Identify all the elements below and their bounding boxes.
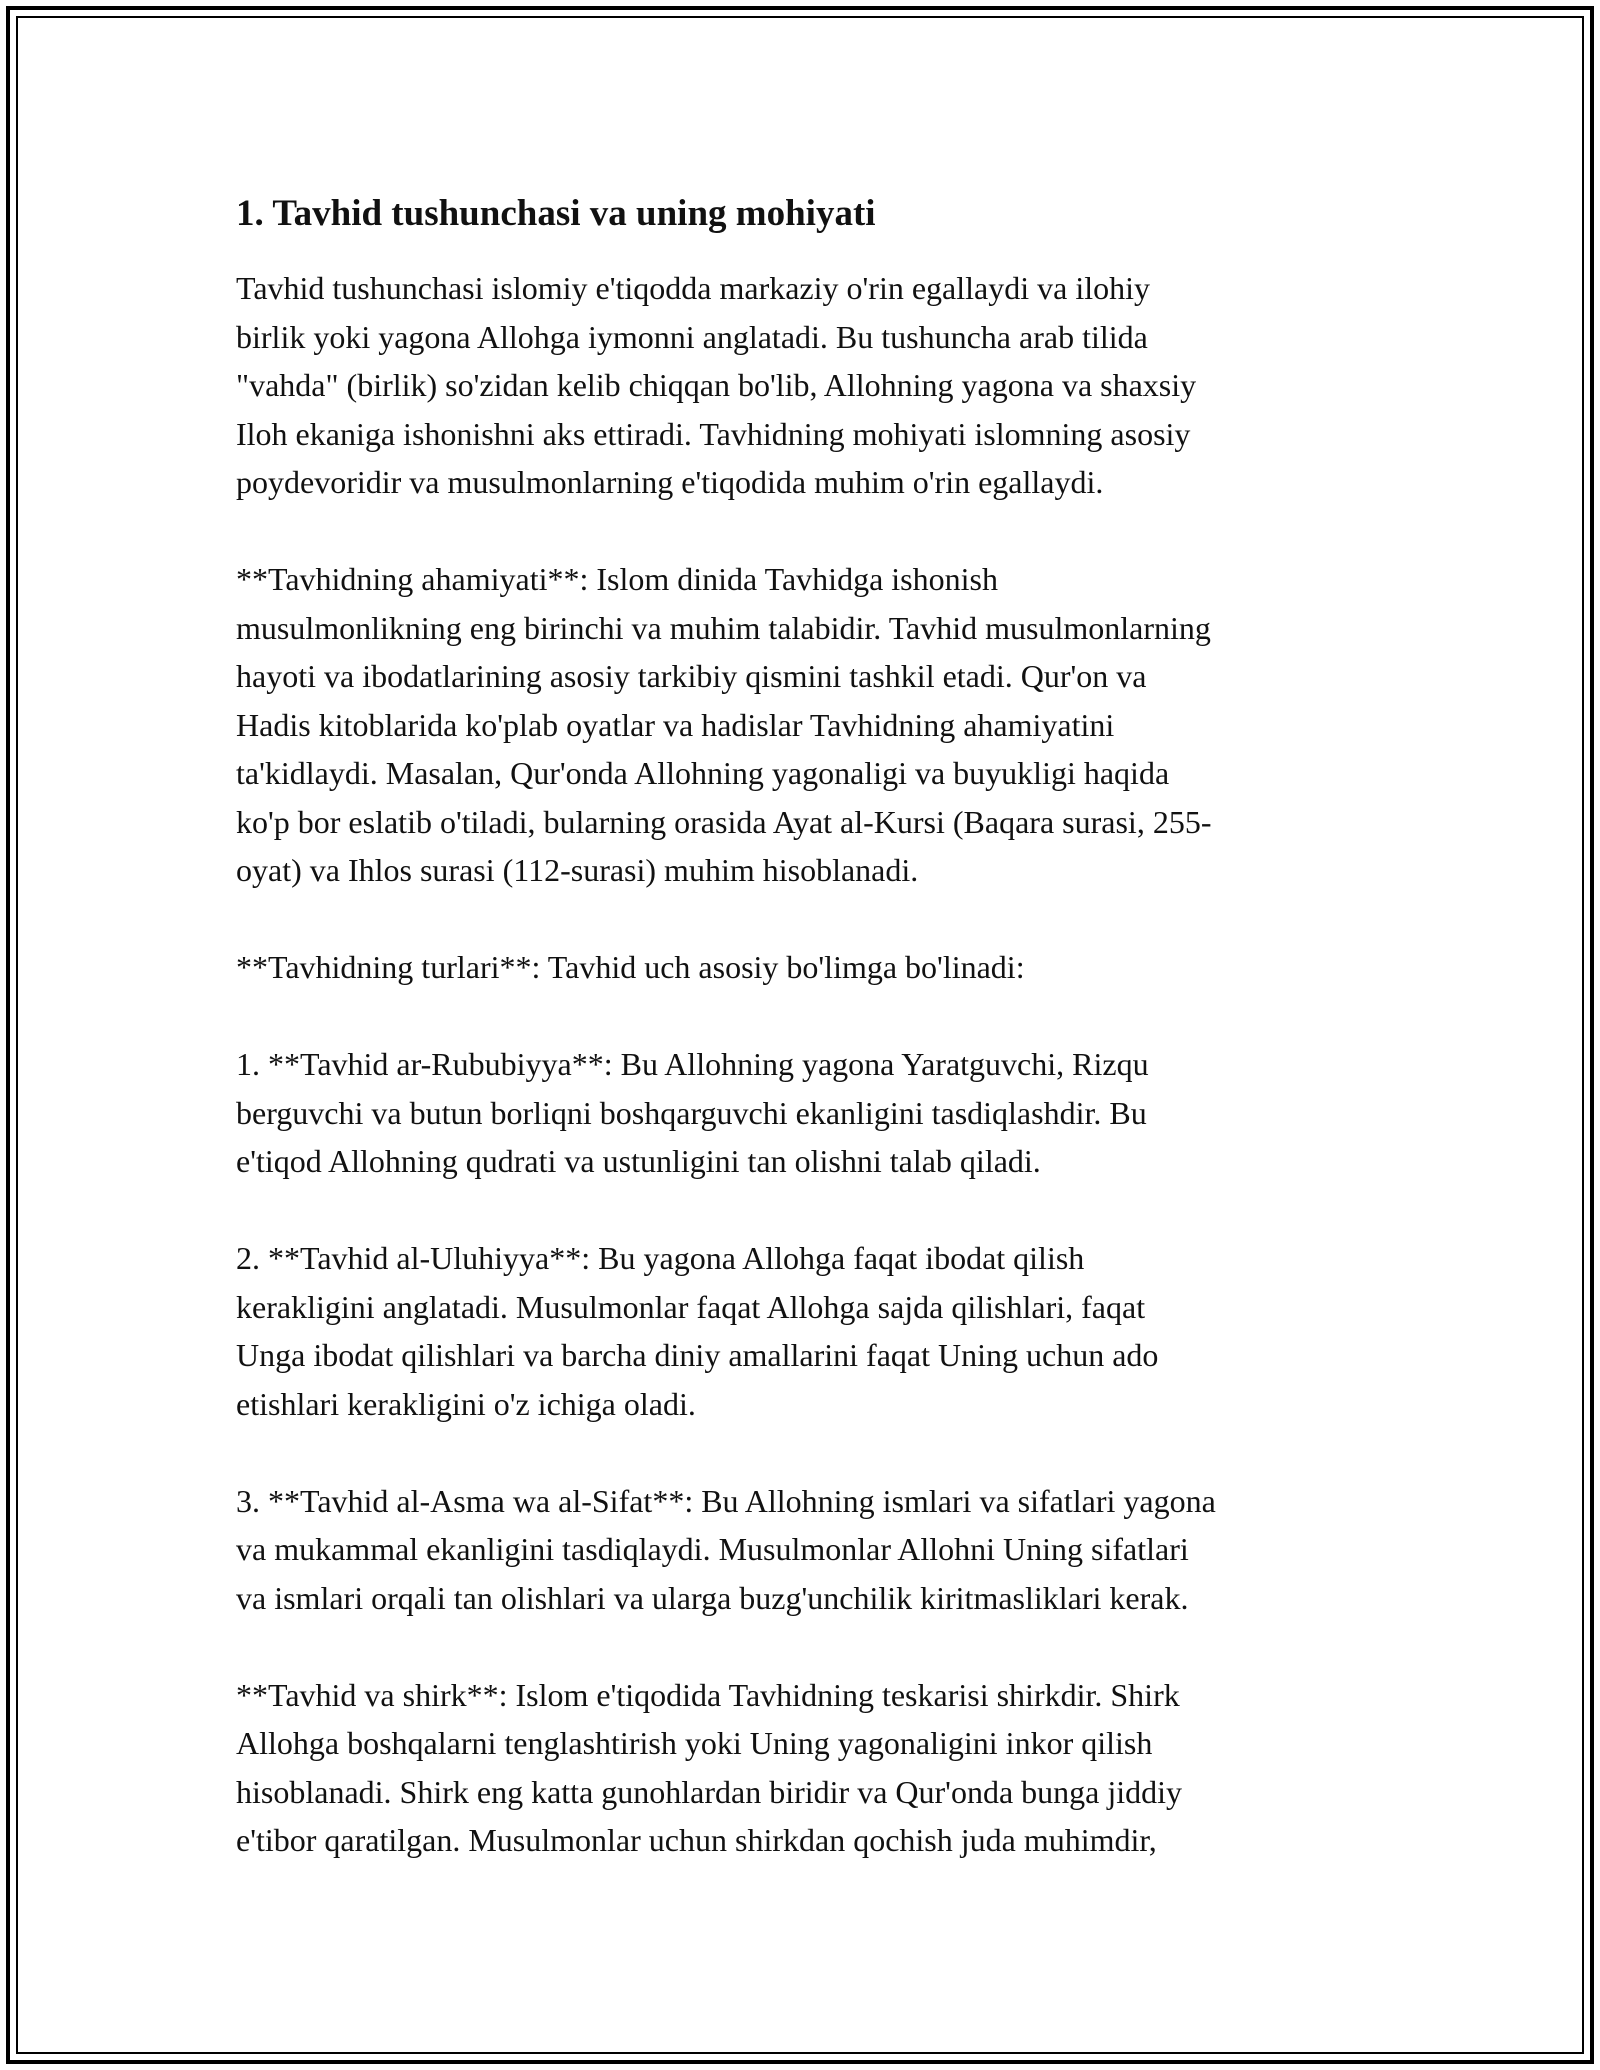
text-line: "vahda" (birlik) so'zidan kelib chiqqan bo'lib, Allohning yagona va shaxsiy — [236, 367, 1197, 403]
text-line: ta'kidlaydi. Masalan, Qur'onda Allohning yagonaligi va buyukligi haqida — [236, 755, 1170, 791]
text-line: Unga ibodat qilishlari va barcha diniy amallarini faqat Uning uchun ado — [236, 1337, 1159, 1373]
text-line: etishlari kerakligini o'z ichiga oladi. — [236, 1385, 696, 1422]
text-line: hayoti va ibodatlarining asosiy tarkibiy qismini tashkil etadi. Qur'on va — [236, 658, 1147, 694]
text-line: Hadis kitoblarida ko'plab oyatlar va hadislar Tavhidning ahamiyatini — [236, 706, 1115, 743]
document-body — [236, 188, 1366, 1913]
paragraph-intro — [236, 264, 1366, 507]
text-line: Iloh ekaniga ishonishni aks ettiradi. Tavhidning mohiyati islomning asosiy — [236, 415, 1191, 452]
text-line: musulmonlikning eng birinchi va muhim talabidir. Tavhid musulmonlarning — [236, 609, 1211, 646]
text-line: 3. **Tavhid al-Asma wa al-Sifat**: Bu Allohning ismlari va sifatlari yagona — [236, 1482, 1216, 1519]
text-line: poydevoridir va musulmonlarning e'tiqodida muhim o'rin egallaydi. — [236, 464, 1104, 500]
paragraph-types-intro — [236, 943, 1366, 992]
text-line: e'tiqod Allohning qudrati va ustunligini tan olishni talab qiladi. — [236, 1143, 1041, 1179]
text-line: hisoblanadi. Shirk eng katta gunohlardan biridir va Qur'onda bunga jiddiy — [236, 1773, 1183, 1810]
text-line: Tavhid tushunchasi islomiy e'tiqodda markaziy o'rin egallaydi va ilohiy — [236, 270, 1150, 306]
text-line: va ismlari orqali tan olishlari va ularga buzg'unchilik kiritmasliklari kerak. — [236, 1579, 1189, 1616]
text-line: kerakligini anglatadi. Musulmonlar faqat Allohga sajda qilishlari, faqat — [236, 1288, 1146, 1325]
list-item-asma-sifat — [236, 1477, 1366, 1623]
text-line: va mukammal ekanligini tasdiqlaydi. Musulmonlar Allohni Uning sifatlari — [236, 1531, 1189, 1567]
text-line: **Tavhidning ahamiyati**: Islom dinida Tavhidga ishonish — [236, 561, 998, 597]
text-line: 1. **Tavhid ar-Rububiyya**: Bu Allohning yagona Yaratguvchi, Rizqu — [236, 1046, 1149, 1082]
list-item-uluhiyya — [236, 1234, 1366, 1428]
section-heading: 1. Tavhid tushunchasi va uning mohiyati — [236, 193, 876, 234]
paragraph-importance — [236, 555, 1366, 895]
text-line: berguvchi va butun borliqni boshqarguvchi ekanligini tasdiqlashdir. Bu — [236, 1094, 1147, 1131]
text-line: 2. **Tavhid al-Uluhiyya**: Bu yagona Allohga faqat ibodat qilish — [236, 1240, 1085, 1276]
text-line: **Tavhidning turlari**: Tavhid uch asosiy bo'limga bo'linadi: — [236, 949, 1025, 985]
text-line: e'tibor qaratilgan. Musulmonlar uchun shirkdan qochish juda muhimdir, — [236, 1822, 1157, 1858]
text-line: Allohga boshqalarni tenglashtirish yoki Uning yagonaligini inkor qilish — [236, 1725, 1153, 1761]
text-line: **Tavhid va shirk**: Islom e'tiqodida Tavhidning teskarisi shirkdir. Shirk — [236, 1676, 1180, 1713]
paragraph-shirk — [236, 1671, 1366, 1865]
text-line: birlik yoki yagona Allohga iymonni anglatadi. Bu tushuncha arab tilida — [236, 318, 1148, 355]
text-line: oyat) va Ihlos surasi (112-surasi) muhim hisoblanadi. — [236, 852, 919, 888]
text-line: ko'p bor eslatib o'tiladi, bularning orasida Ayat al-Kursi (Baqara surasi, 255- — [236, 803, 1212, 840]
list-item-rububiyya — [236, 1040, 1366, 1186]
